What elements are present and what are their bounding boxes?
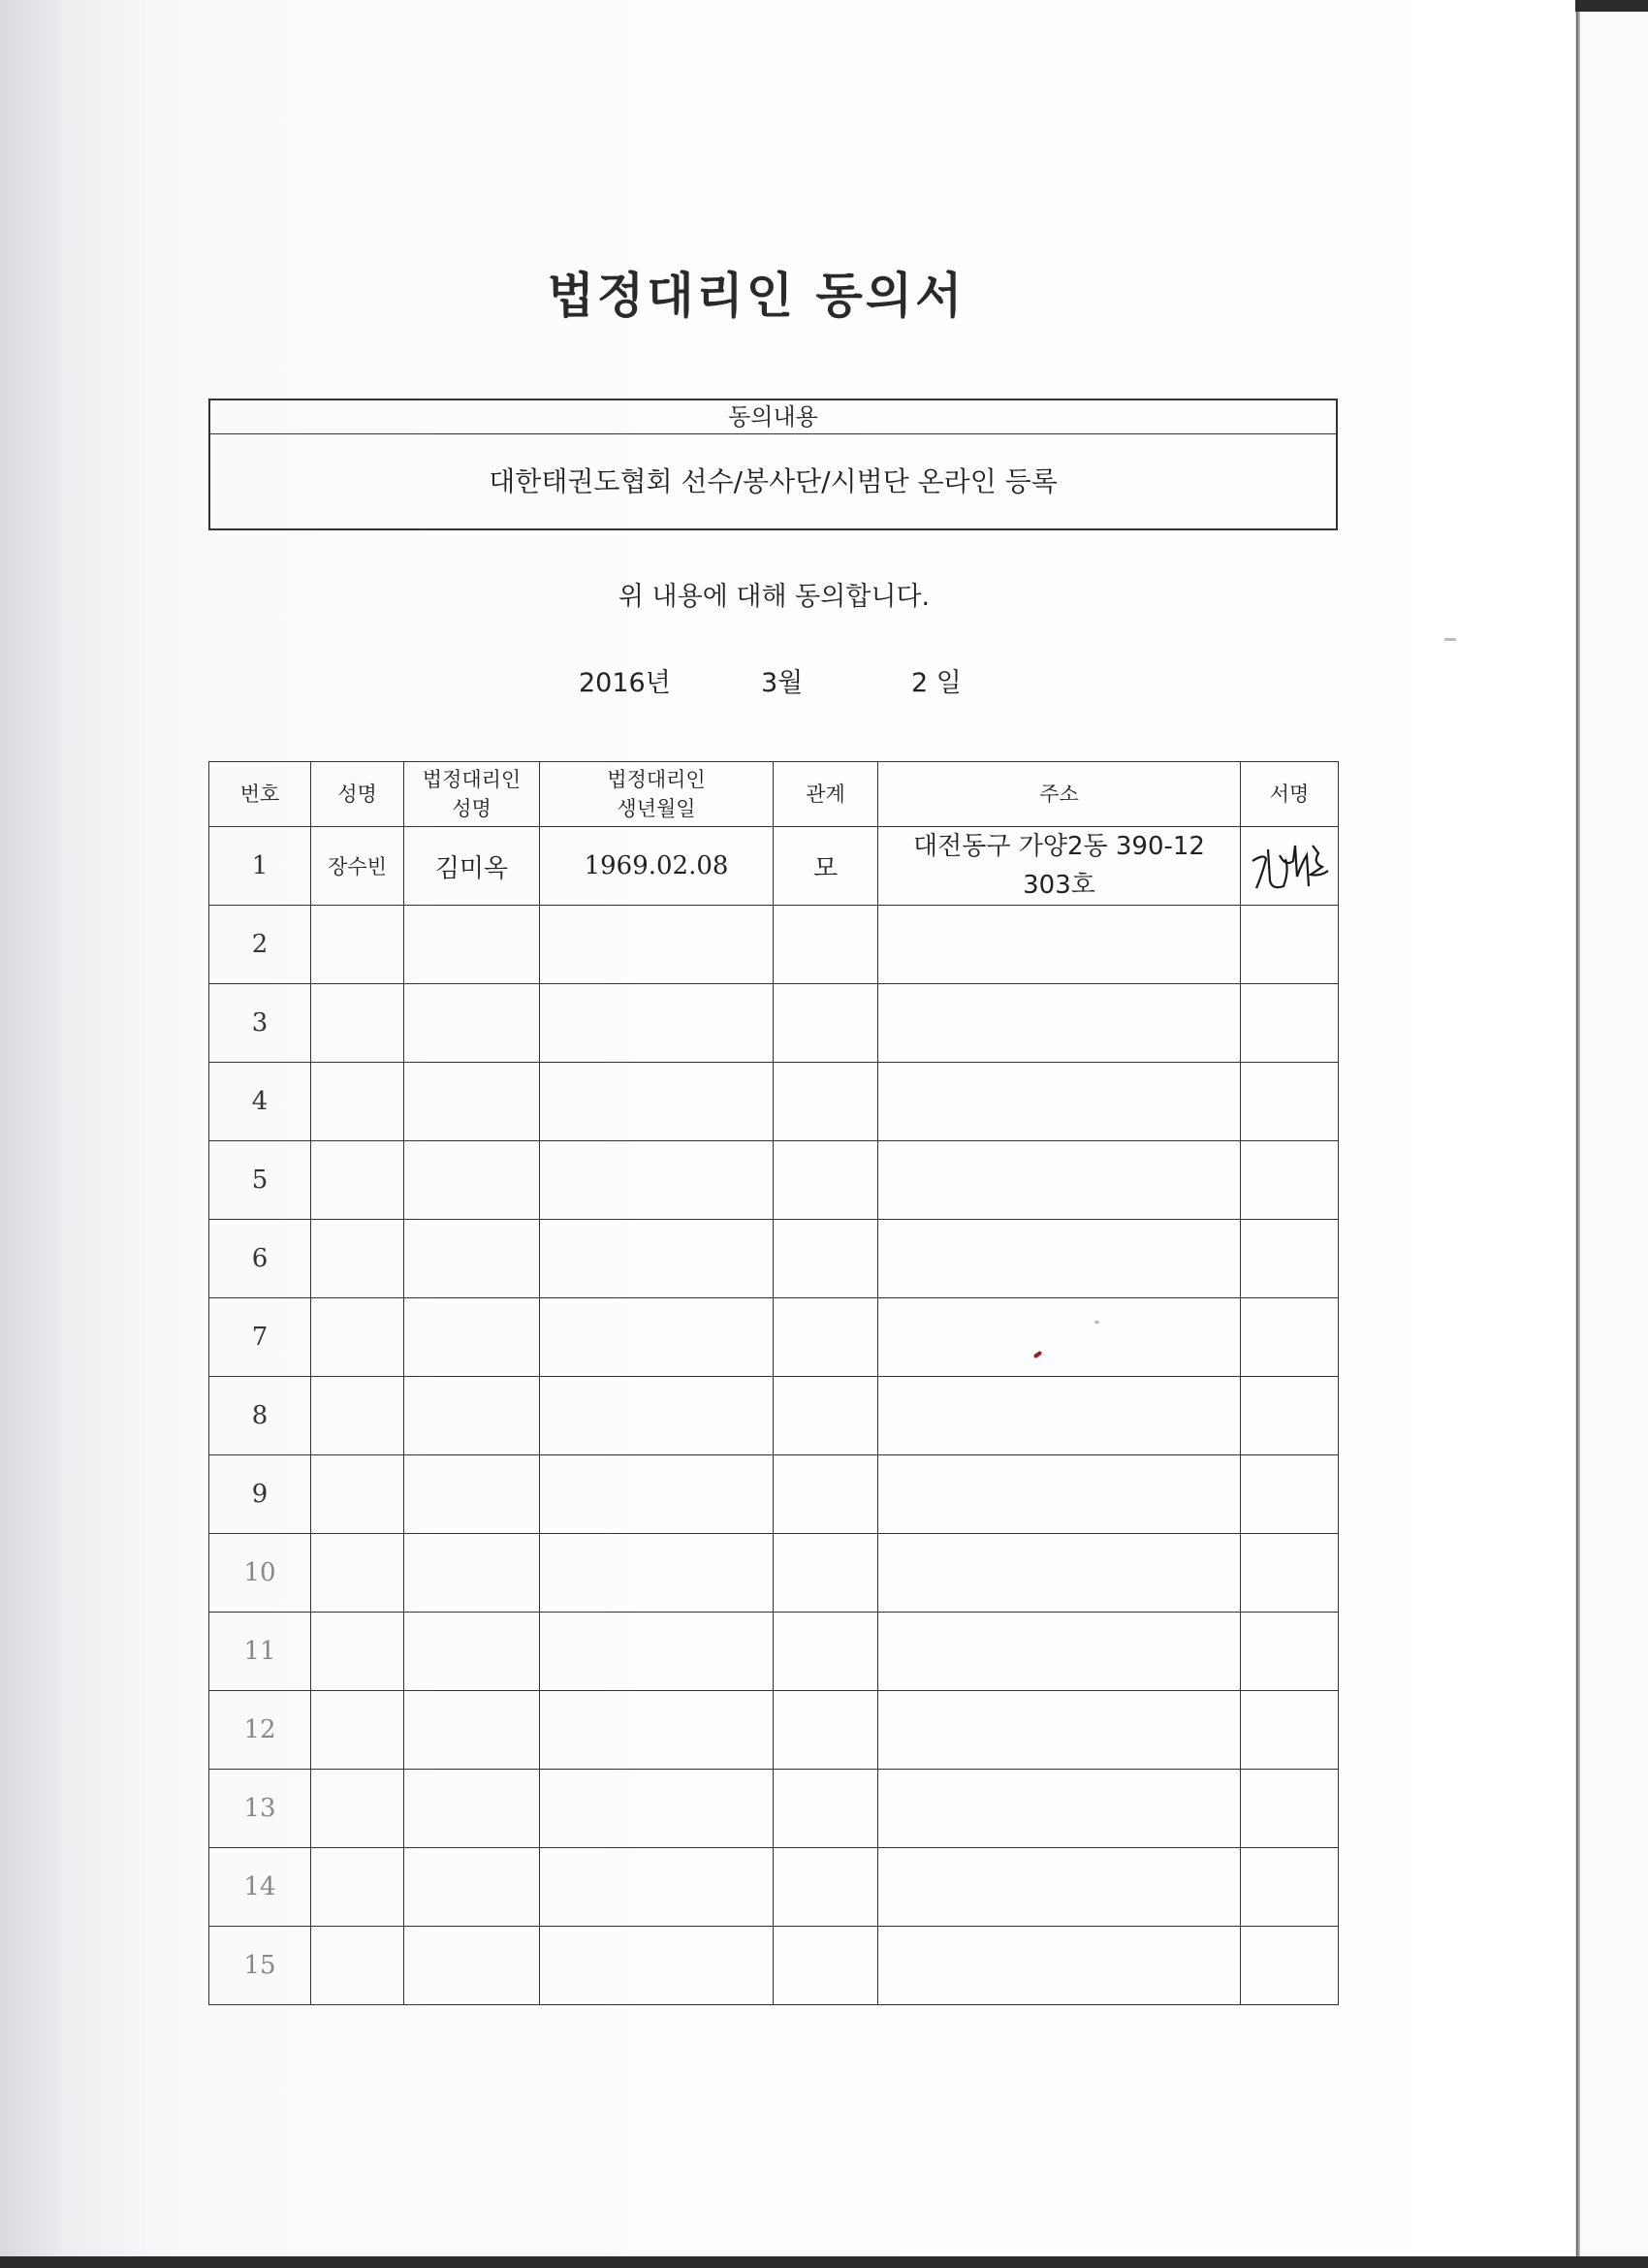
cell-signature xyxy=(1241,1455,1339,1534)
header-name: 성명 xyxy=(311,762,404,827)
cell-guardian-name xyxy=(404,984,540,1063)
cell-relation xyxy=(774,1377,878,1455)
cell-signature xyxy=(1241,1770,1339,1848)
cell-signature xyxy=(1241,1691,1339,1770)
document-title: 법정대리인 동의서 xyxy=(547,268,966,324)
scan-edge-shadow xyxy=(1576,0,1580,2268)
cell-relation xyxy=(774,1534,878,1613)
header-signature: 서명 xyxy=(1241,762,1339,827)
cell-address xyxy=(878,1848,1241,1927)
cell-name xyxy=(311,1220,404,1298)
address-line-1: 대전동구 가양2동 390-12 xyxy=(913,832,1205,861)
consent-header: 동의내용 xyxy=(210,400,1336,434)
address-line-2: 303호 xyxy=(1023,871,1095,900)
cell-guardian-name xyxy=(404,1141,540,1220)
cell-name xyxy=(311,906,404,984)
scan-top-border xyxy=(1575,0,1648,12)
cell-guardian-birth xyxy=(540,1927,774,2005)
table-row xyxy=(209,1377,1339,1455)
cell-guardian-name xyxy=(404,1927,540,2005)
cell-guardian-birth xyxy=(540,1770,774,1848)
cell-guardian-birth xyxy=(540,1063,774,1141)
cell-guardian-name xyxy=(404,1534,540,1613)
cell-guardian-birth xyxy=(540,1455,774,1534)
cell-guardian-name xyxy=(404,906,540,984)
cell-relation xyxy=(774,1927,878,2005)
cell-signature xyxy=(1241,1927,1339,2005)
cell-address xyxy=(878,1534,1241,1613)
cell-address xyxy=(878,1063,1241,1141)
cell-relation xyxy=(774,1455,878,1534)
cell-relation xyxy=(774,1848,878,1927)
header-guardian-name xyxy=(404,762,540,827)
cell-address xyxy=(878,984,1241,1063)
cell-address xyxy=(878,1141,1241,1220)
row-number: 6 xyxy=(209,1220,311,1298)
cell-guardian-birth xyxy=(540,1220,774,1298)
cell-signature xyxy=(1241,1063,1339,1141)
cell-name xyxy=(311,1455,404,1534)
row-number: 4 xyxy=(209,1063,311,1141)
cell-guardian-birth xyxy=(540,1141,774,1220)
cell-relation xyxy=(774,1691,878,1770)
cell-relation xyxy=(774,1220,878,1298)
cell-name: 장수빈 xyxy=(311,827,404,906)
row-number: 9 xyxy=(209,1455,311,1534)
table-row xyxy=(209,1534,1339,1613)
cell-guardian-name xyxy=(404,1770,540,1848)
cell-guardian-birth xyxy=(540,1534,774,1613)
row-number: 15 xyxy=(209,1927,311,2005)
date-day: 2 일 xyxy=(911,668,962,698)
consent-box xyxy=(208,399,1338,530)
cell-address xyxy=(878,1220,1241,1298)
cell-address xyxy=(878,1770,1241,1848)
table-row xyxy=(209,1063,1339,1141)
cell-signature xyxy=(1241,1141,1339,1220)
table-row xyxy=(209,1848,1339,1927)
cell-guardian-birth xyxy=(540,1848,774,1927)
table-header-row xyxy=(209,762,1339,827)
cell-signature xyxy=(1241,984,1339,1063)
cell-guardian-birth xyxy=(540,1298,774,1377)
date-month: 3월 xyxy=(761,668,804,698)
cell-name xyxy=(311,1927,404,2005)
cell-name xyxy=(311,984,404,1063)
row-number: 13 xyxy=(209,1770,311,1848)
cell-relation xyxy=(774,906,878,984)
table-row xyxy=(209,1927,1339,2005)
cell-signature xyxy=(1241,1613,1339,1691)
table-row xyxy=(209,1141,1339,1220)
row-number: 2 xyxy=(209,906,311,984)
consent-body: 대한태권도협회 선수/봉사단/시범단 온라인 등록 xyxy=(489,465,1058,497)
cell-signature xyxy=(1241,1220,1339,1298)
cell-address xyxy=(878,1691,1241,1770)
cell-relation xyxy=(774,1141,878,1220)
cell-signature xyxy=(1241,1377,1339,1455)
cell-address xyxy=(878,906,1241,984)
cell-signature xyxy=(1241,1848,1339,1927)
cell-guardian-name xyxy=(404,1613,540,1691)
header-guardian-birth-text: 법정대리인 생년월일 xyxy=(607,768,706,820)
scan-bottom-border xyxy=(0,2256,1648,2268)
cell-name xyxy=(311,1141,404,1220)
cell-address xyxy=(878,1298,1241,1377)
cell-guardian-name xyxy=(404,1848,540,1927)
row-number: 5 xyxy=(209,1141,311,1220)
header-address: 주소 xyxy=(878,762,1241,827)
table-row xyxy=(209,1770,1339,1848)
cell-address xyxy=(878,1927,1241,2005)
cell-relation xyxy=(774,1770,878,1848)
scan-right-margin xyxy=(1575,0,1648,2268)
table-row xyxy=(209,1691,1339,1770)
table-row xyxy=(209,1298,1339,1377)
row-number: 11 xyxy=(209,1613,311,1691)
cell-relation xyxy=(774,1613,878,1691)
cell-relation xyxy=(774,1298,878,1377)
table-row xyxy=(209,1613,1339,1691)
cell-guardian-birth xyxy=(540,1691,774,1770)
table-row xyxy=(209,1220,1339,1298)
cell-relation xyxy=(774,1063,878,1141)
cell-guardian-name xyxy=(404,1220,540,1298)
row-number: 12 xyxy=(209,1691,311,1770)
table-row xyxy=(209,1455,1339,1534)
cell-name xyxy=(311,1613,404,1691)
cell-guardian-name xyxy=(404,1063,540,1141)
scan-speck xyxy=(1094,1321,1099,1324)
cell-name xyxy=(311,1770,404,1848)
cell-name xyxy=(311,1298,404,1377)
table-row xyxy=(209,906,1339,984)
cell-address xyxy=(878,1613,1241,1691)
cell-name xyxy=(311,1377,404,1455)
cell-name xyxy=(311,1534,404,1613)
row-number: 7 xyxy=(209,1298,311,1377)
cell-name xyxy=(311,1063,404,1141)
row-number: 1 xyxy=(209,827,311,906)
cell-relation: 모 xyxy=(774,827,878,906)
date-year: 2016년 xyxy=(579,668,671,698)
table-row xyxy=(209,984,1339,1063)
cell-address xyxy=(878,1377,1241,1455)
cell-guardian-birth xyxy=(540,984,774,1063)
cell-guardian-name: 김미옥 xyxy=(404,827,540,906)
row-number: 3 xyxy=(209,984,311,1063)
table-row xyxy=(209,827,1339,906)
cell-guardian-name xyxy=(404,1298,540,1377)
cell-guardian-name xyxy=(404,1377,540,1455)
header-number: 번호 xyxy=(209,762,311,827)
cell-name xyxy=(311,1691,404,1770)
cell-guardian-name xyxy=(404,1455,540,1534)
cell-guardian-birth: 1969.02.08 xyxy=(540,827,774,906)
cell-name xyxy=(311,1848,404,1927)
cell-signature xyxy=(1241,1534,1339,1613)
handwritten-signature xyxy=(1245,832,1334,900)
cell-signature xyxy=(1241,906,1339,984)
cell-address xyxy=(878,827,1241,906)
cell-guardian-birth xyxy=(540,906,774,984)
row-number: 14 xyxy=(209,1848,311,1927)
cell-guardian-birth xyxy=(540,1613,774,1691)
header-guardian-name-text: 법정대리인 성명 xyxy=(422,768,522,820)
guardian-table xyxy=(208,761,1339,2005)
header-relation: 관계 xyxy=(774,762,878,827)
cell-guardian-name xyxy=(404,1691,540,1770)
cell-address xyxy=(878,1455,1241,1534)
row-number: 10 xyxy=(209,1534,311,1613)
scan-speck xyxy=(1444,638,1456,641)
cell-relation xyxy=(774,984,878,1063)
cell-signature xyxy=(1241,827,1339,906)
agreement-statement: 위 내용에 대해 동의합니다. xyxy=(618,582,931,612)
cell-signature xyxy=(1241,1298,1339,1377)
header-guardian-birth xyxy=(540,762,774,827)
row-number: 8 xyxy=(209,1377,311,1455)
cell-guardian-birth xyxy=(540,1377,774,1455)
